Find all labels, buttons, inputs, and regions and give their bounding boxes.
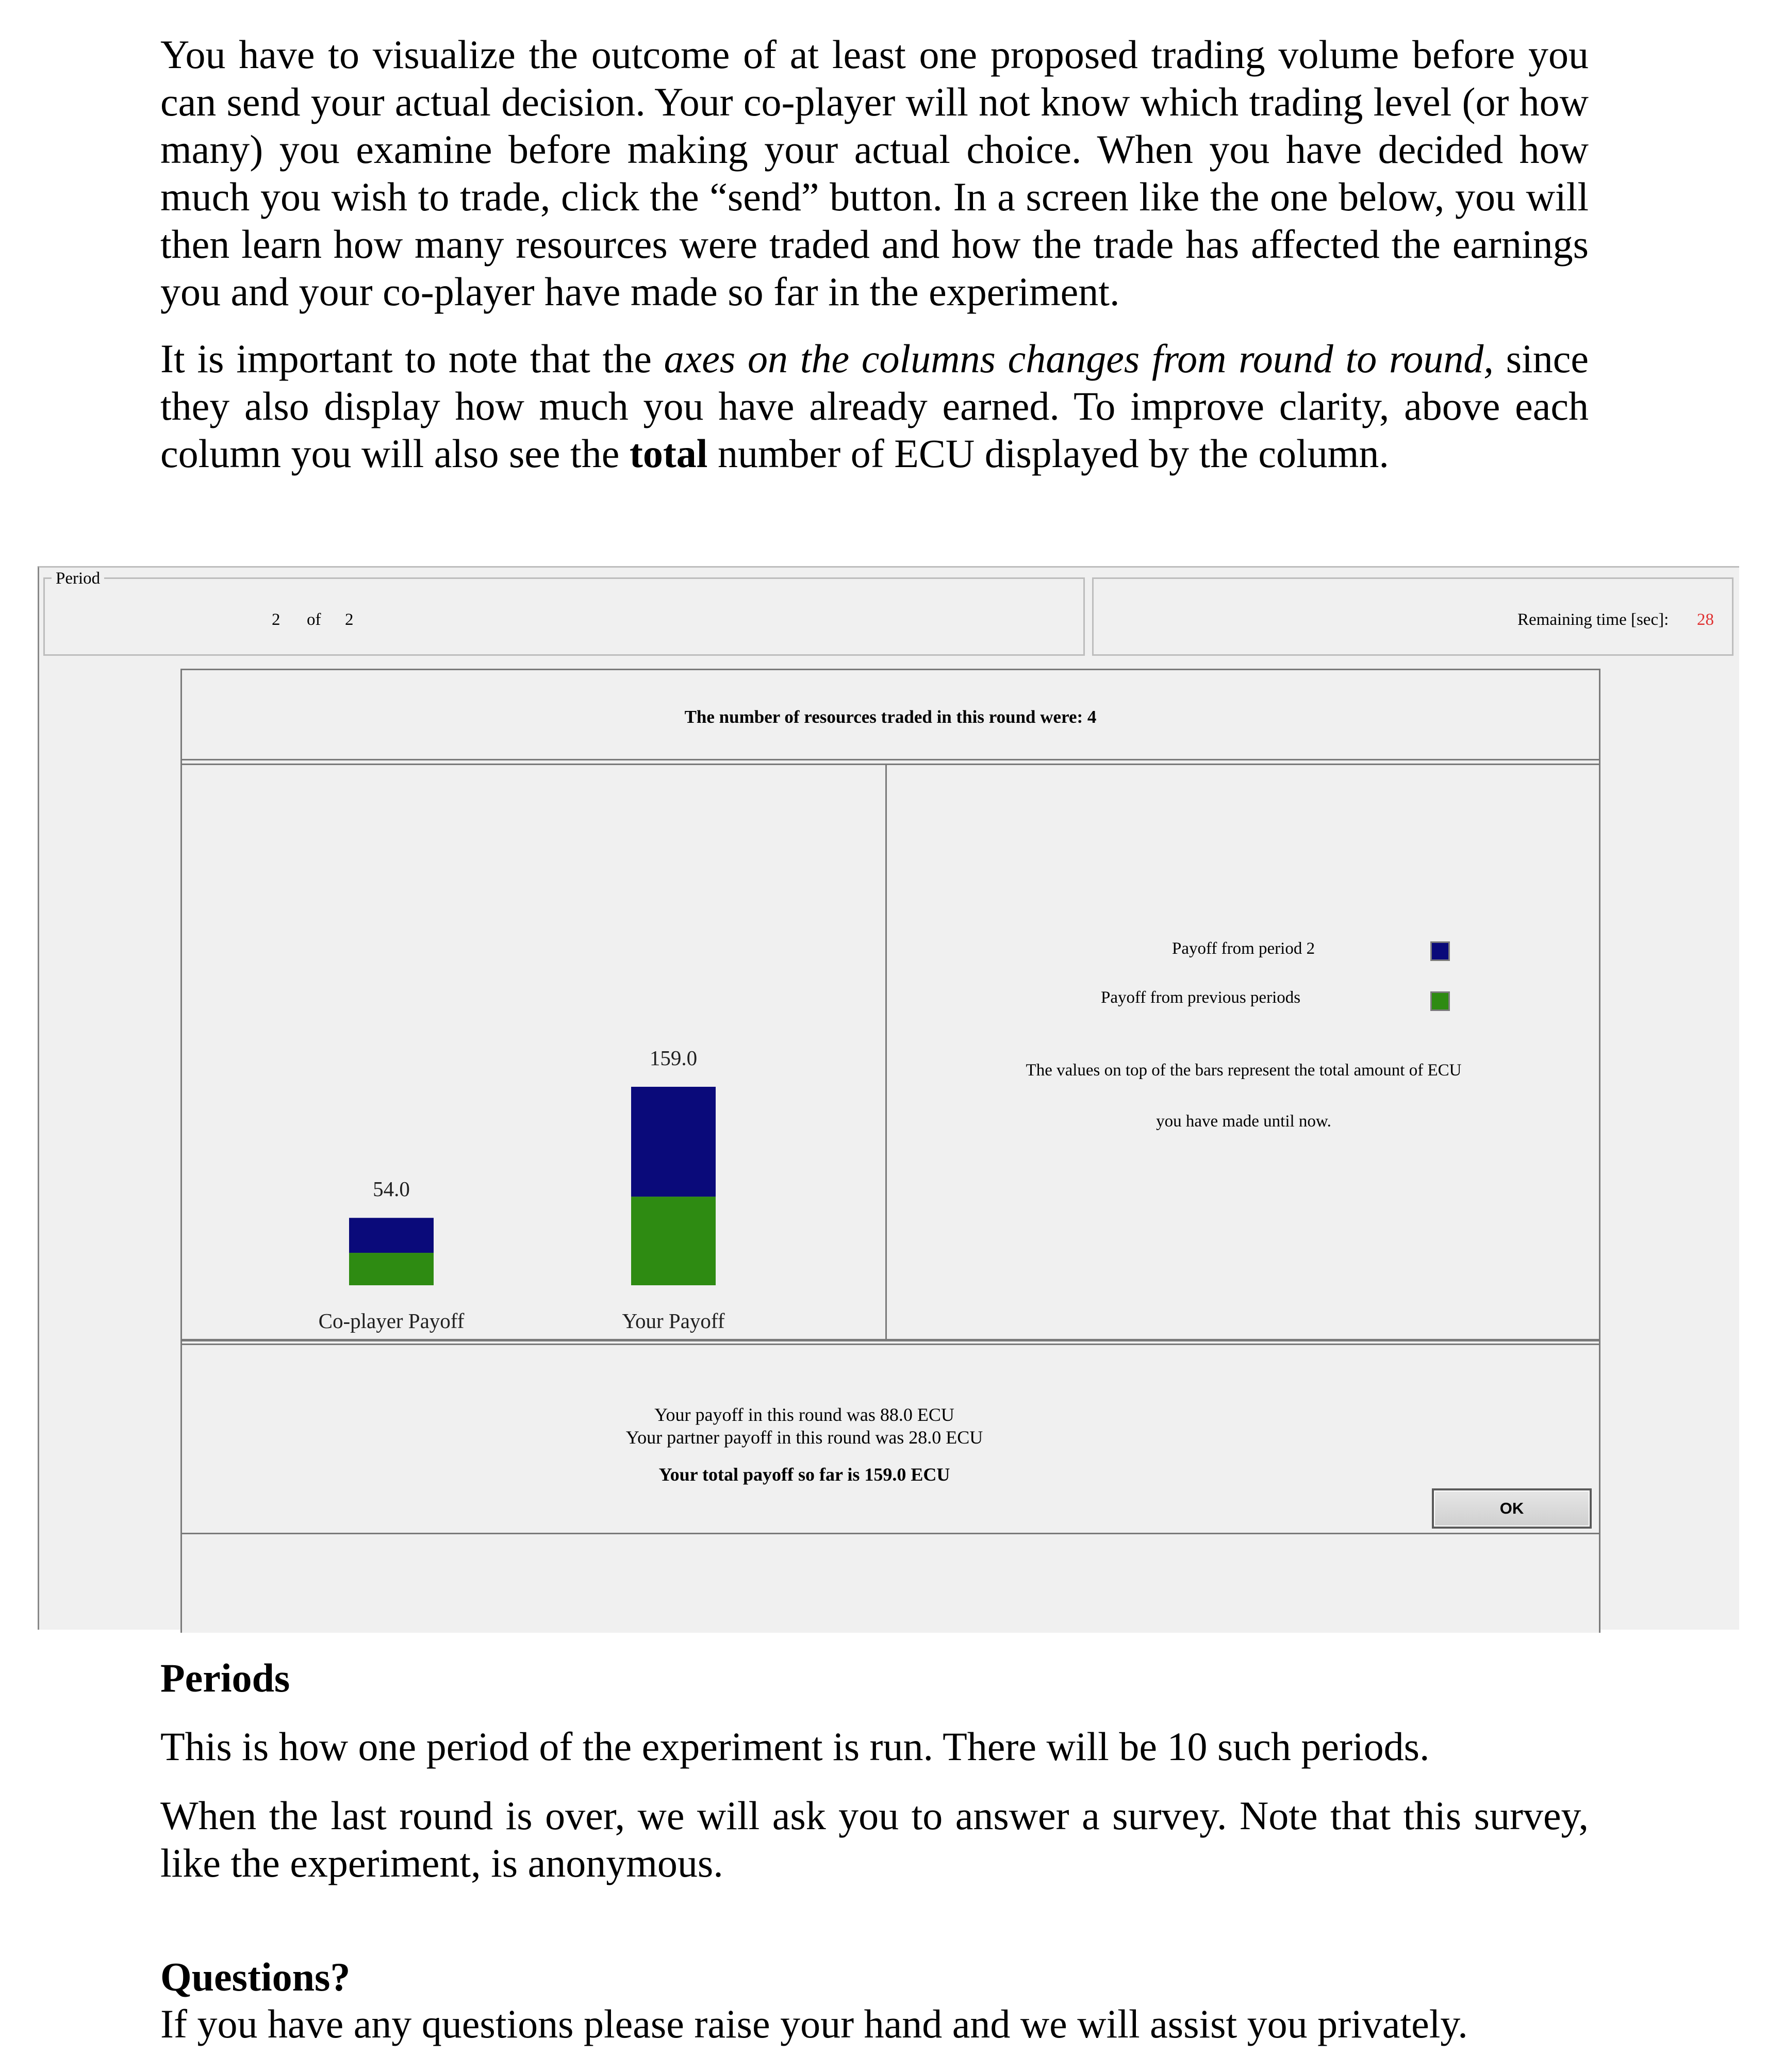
intro-p2-italic: axes on the columns changes from round to round, [664, 336, 1494, 381]
remaining-time-label: Remaining time [sec]: [1517, 610, 1669, 629]
remaining-time-value: 28 [1697, 610, 1714, 629]
summary-line-2: Your partner payoff in this round was 28.0 ECU [625, 1427, 983, 1448]
intro-paragraph-1: You have to visualize the outcome of at least one proposed trading volume before you can send your actual decision. Your co-player will not know which trading level (or how many) you examine before making your actual choice. When you have decided how much you wish to trade, click the “send” button. In a screen like the one below, you will then learn how many resources were traded and how the trade has affected the earnings you and your co-player have made so far in the experiment. [160, 32, 1589, 314]
intro-p2-mid: since they also display how much you have already earned. To improve clarity, above each column you will also see the [160, 336, 1589, 476]
periods-paragraph-1: This is how one period of the experiment is run. There will be 10 such periods. [160, 1724, 1430, 1769]
bar-previous-1 [631, 1197, 716, 1285]
category-label: Your Payoff [622, 1309, 725, 1333]
period-legend: Period [52, 568, 104, 589]
intro-p2-start: It is important to note that the [160, 336, 664, 381]
periods-heading: Periods [160, 1655, 290, 1700]
legend-note-line1: The values on top of the bars represent the total amount of ECU [1026, 1061, 1462, 1080]
period-current: 2 [272, 610, 280, 629]
bar-current-0 [349, 1218, 434, 1253]
bar-total-label: 159.0 [649, 1046, 698, 1070]
summary-divider [180, 1533, 1600, 1534]
legend-current-label: Payoff from period 2 [1172, 939, 1315, 958]
bar-previous-0 [349, 1253, 434, 1285]
intro-p2-bold: total [629, 431, 708, 476]
questions-heading: Questions? [160, 1954, 351, 1999]
summary-line-1: Your payoff in this round was 88.0 ECU [654, 1404, 954, 1425]
period-of: of [307, 610, 321, 629]
bar-total-label: 54.0 [373, 1177, 410, 1201]
questions-paragraph: If you have any questions please raise your hand and we will assist you privately. [160, 2001, 1468, 2046]
traded-text: The number of resources traded in this round were: 4 [684, 707, 1097, 727]
legend-current-swatch [1430, 941, 1450, 961]
chart-divider [180, 1339, 1600, 1345]
summary-total: Your total payoff so far is 159.0 ECU [658, 1464, 950, 1485]
legend-note-line2: you have made until now. [1156, 1112, 1331, 1131]
category-label: Co-player Payoff [318, 1309, 465, 1333]
intro-p2-end: number of ECU displayed by the column. [707, 431, 1389, 476]
periods-paragraph-2: When the last round is over, we will ask you to answer a survey. Note that this survey, like the experiment, is anonymous. [160, 1793, 1589, 1885]
legend-previous-swatch [1430, 991, 1450, 1011]
period-total: 2 [345, 610, 354, 629]
ok-button[interactable]: OK [1432, 1488, 1592, 1529]
legend-previous-label: Payoff from previous periods [1101, 988, 1301, 1007]
bar-current-1 [631, 1087, 716, 1197]
